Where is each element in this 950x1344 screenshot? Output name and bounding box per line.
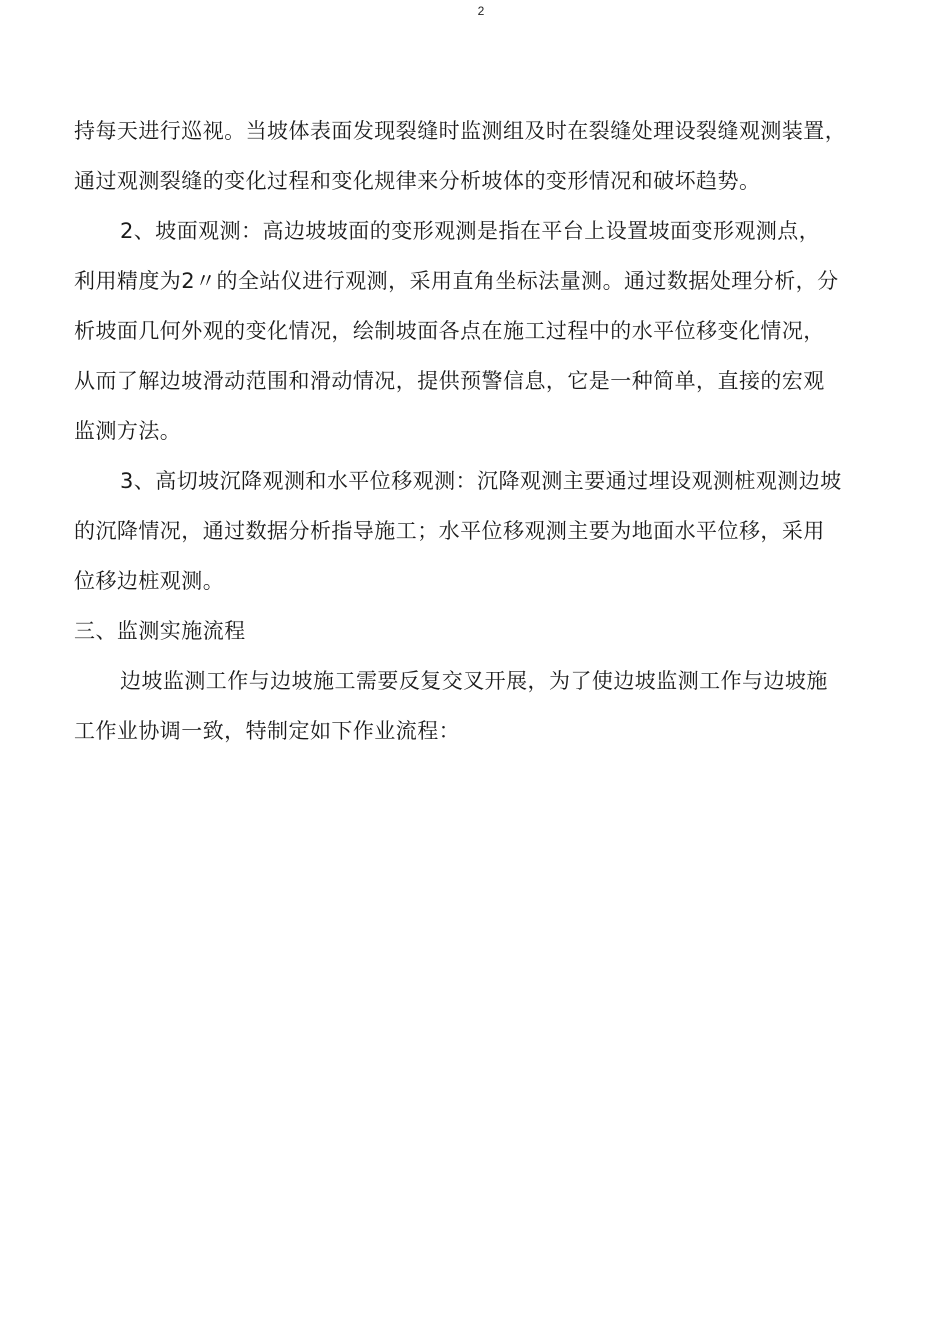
paragraph-line: 2、坡面观测：高边坡坡面的变形观测是指在平台上设置坡面变形观测点，	[120, 219, 821, 243]
paragraph-line: 的沉降情况，通过数据分析指导施工；水平位移观测主要为地面水平位移，采用	[74, 519, 825, 543]
paragraph-line: 利用精度为2〃的全站仪进行观测，采用直角坐标法量测。通过数据处理分析，分	[74, 269, 839, 293]
paragraph-line: 从而了解边坡滑动范围和滑动情况，提供预警信息，它是一种简单，直接的宏观	[74, 369, 825, 393]
paragraph-line: 位移边桩观测。	[74, 569, 225, 593]
paragraph-line: 边坡监测工作与边坡施工需要反复交叉开展，为了使边坡监测工作与边坡施	[120, 669, 828, 693]
paragraph-line: 工作业协调一致，特制定如下作业流程：	[74, 719, 461, 743]
paragraph-line: 通过观测裂缝的变化过程和变化规律来分析坡体的变形情况和破坏趋势。	[74, 169, 761, 193]
paragraph-line: 3、高切坡沉降观测和水平位移观测：沉降观测主要通过埋设观测桩观测边坡	[120, 469, 842, 493]
page-number: 2	[477, 4, 485, 18]
paragraph-line: 监测方法。	[74, 419, 182, 443]
paragraph-line: 析坡面几何外观的变化情况，绘制坡面各点在施工过程中的水平位移变化情况，	[74, 319, 825, 343]
section-heading: 三、监测实施流程	[74, 619, 246, 643]
paragraph-line: 持每天进行巡视。当坡体表面发现裂缝时监测组及时在裂缝处理设裂缝观测装置，	[74, 119, 847, 143]
